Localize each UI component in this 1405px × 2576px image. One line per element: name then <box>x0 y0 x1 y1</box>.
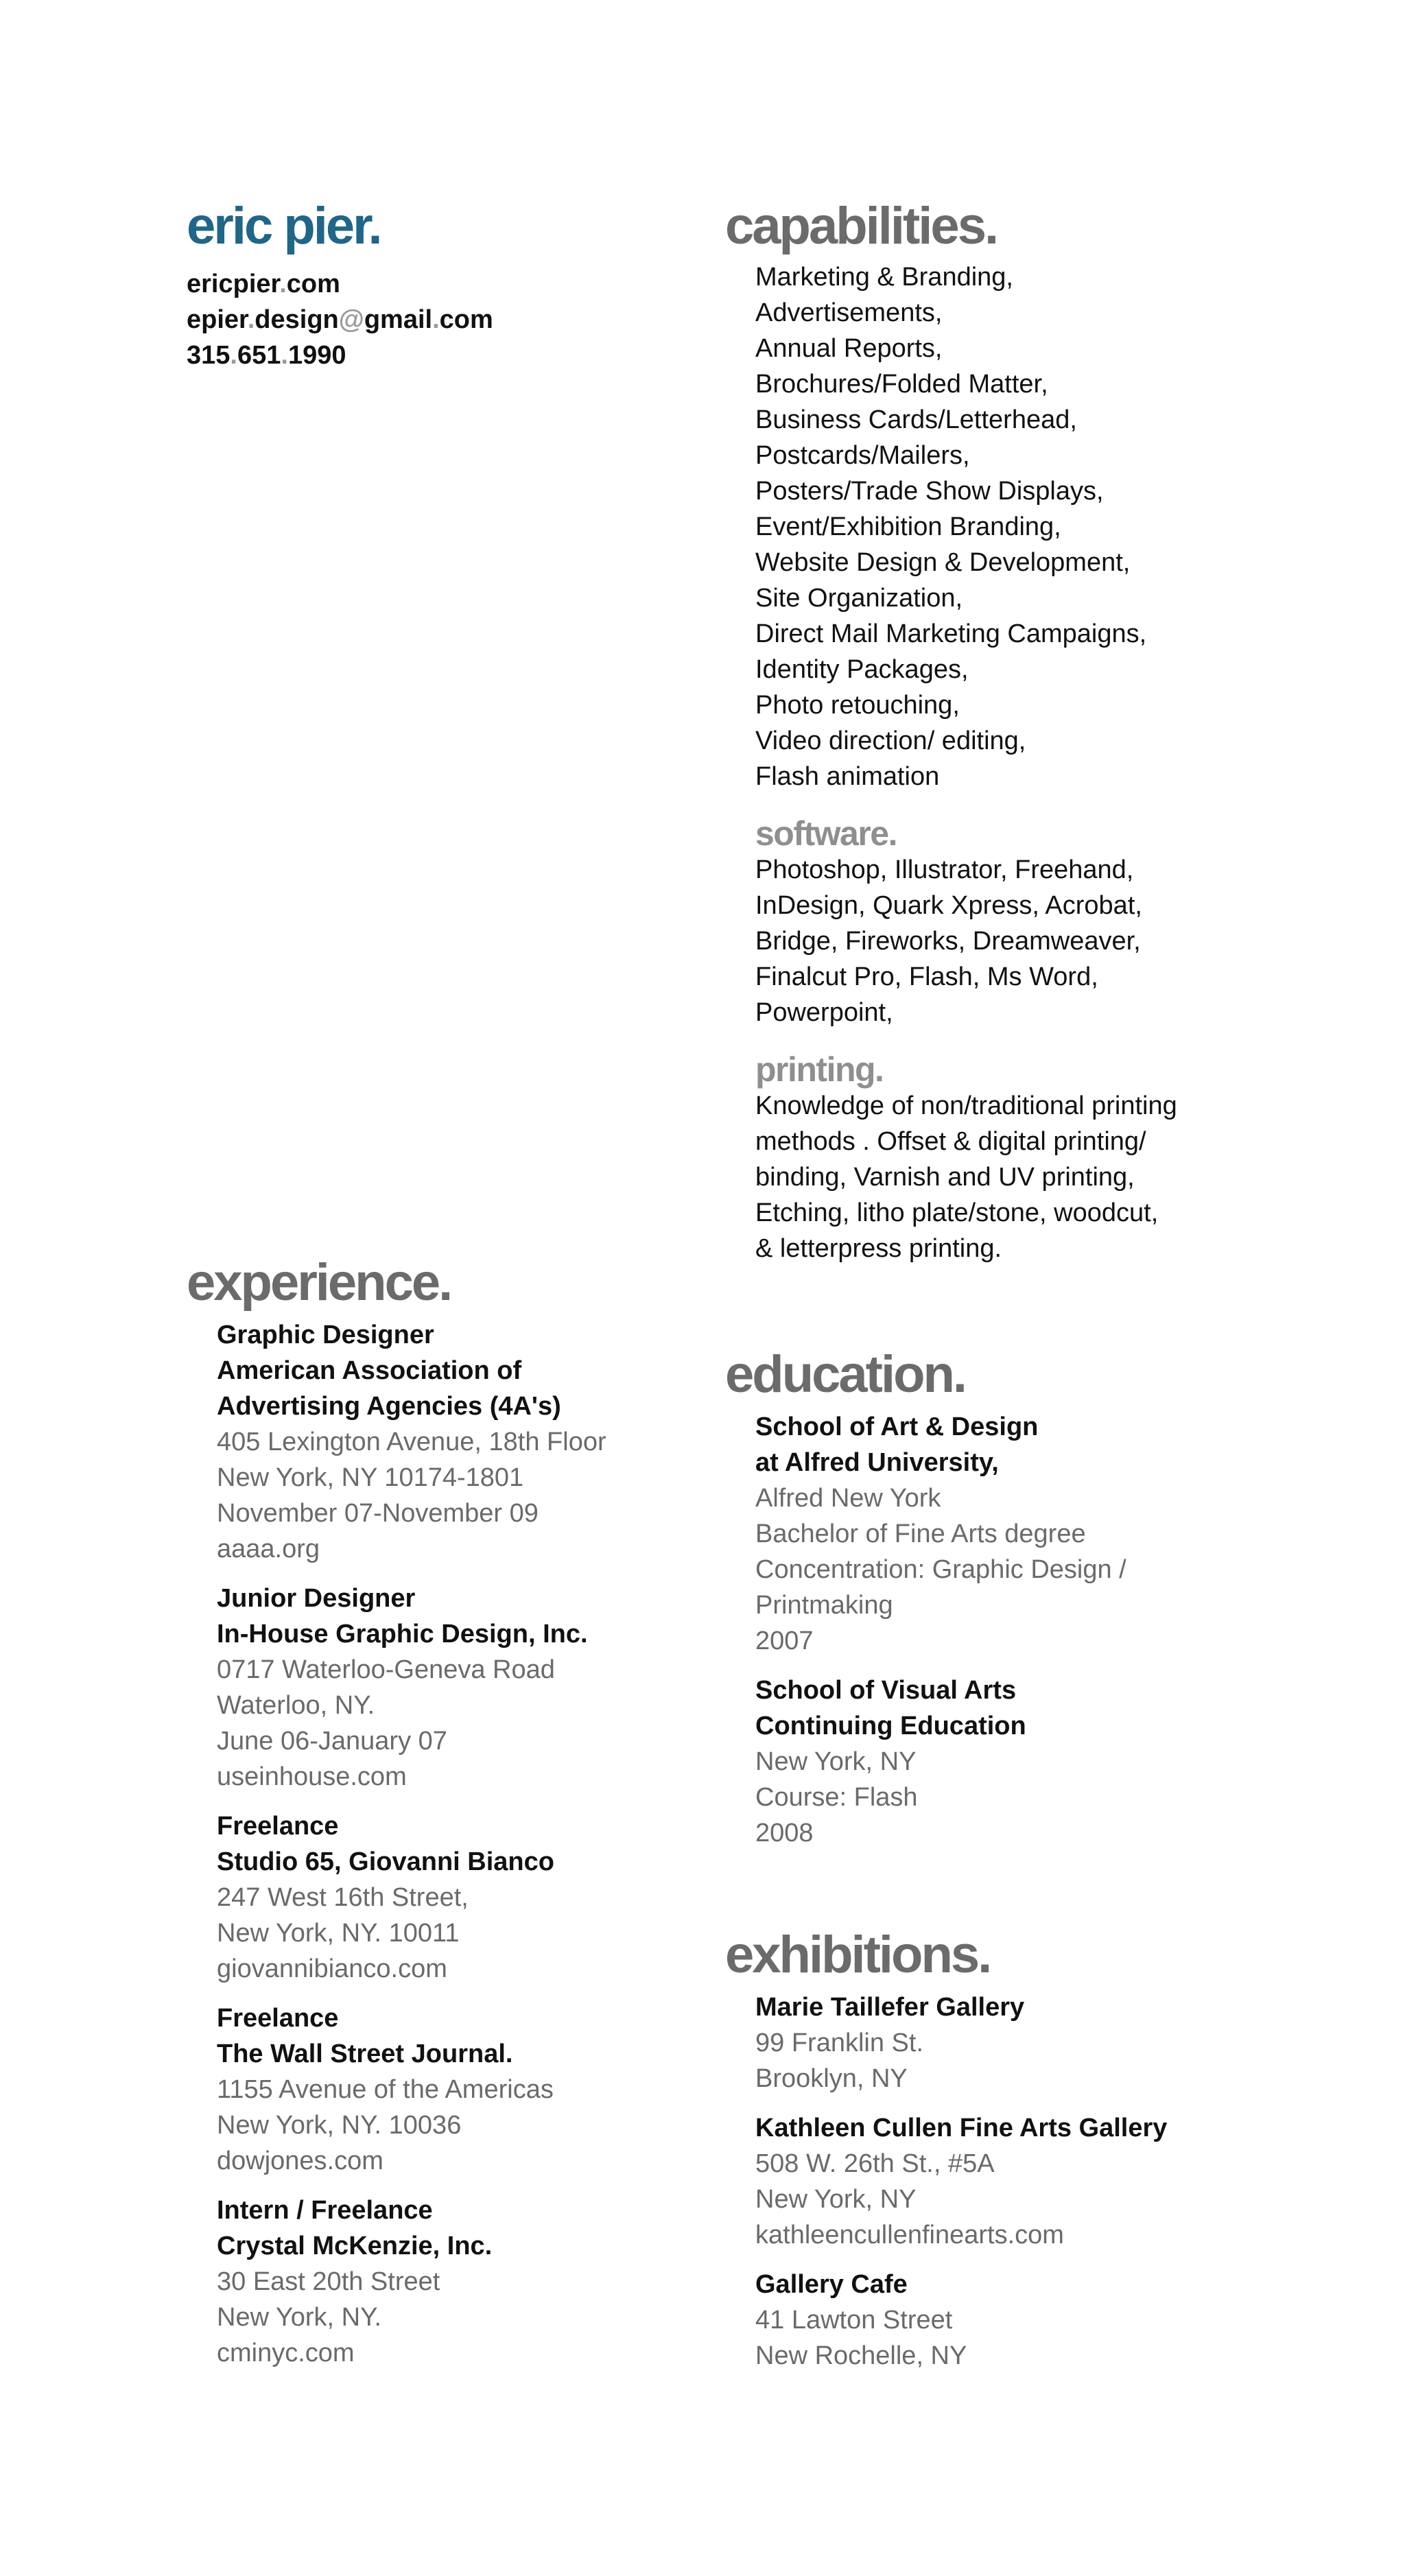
exhibitions-heading: exhibitions. <box>725 1926 991 1984</box>
name-heading: eric pier. <box>187 197 381 255</box>
entry-detail: Brooklyn, NY <box>755 2064 908 2093</box>
email-link[interactable]: epier.design@gmail.com <box>187 305 493 334</box>
entry-detail: 405 Lexington Avenue, 18th Floor <box>217 1428 606 1456</box>
entry-title: Marie Taillefer Gallery <box>755 1993 1025 2022</box>
entry-detail: Printmaking <box>755 1591 893 1620</box>
entry-detail: 30 East 20th Street <box>217 2267 440 2296</box>
education-entry <box>755 1673 1126 1851</box>
capability-item: Flash animation <box>755 762 940 791</box>
capabilities-heading: capabilities. <box>725 197 997 255</box>
entry-title: Junior Designer <box>217 1584 416 1613</box>
entry-detail: New Rochelle, NY <box>755 2341 967 2370</box>
education-entry <box>755 1409 1126 1659</box>
phone-number: 315.651.1990 <box>187 341 346 370</box>
entry-detail: June 06-January 07 <box>217 1727 447 1756</box>
website-link[interactable]: ericpier.com <box>187 270 340 298</box>
software-line: InDesign, Quark Xpress, Acrobat, <box>755 891 1142 920</box>
capabilities-list <box>755 259 1177 794</box>
software-line: Bridge, Fireworks, Dreamweaver, <box>755 927 1141 956</box>
entry-detail: New York, NY. 10011 <box>217 1919 460 1948</box>
capability-item: Posters/Trade Show Displays, <box>755 477 1104 506</box>
entry-title: School of Visual Arts <box>755 1676 1017 1705</box>
printing-heading: printing. <box>755 1050 884 1089</box>
entry-detail: New York, NY 10174-1801 <box>217 1463 524 1492</box>
entry-detail: Alfred New York <box>755 1484 941 1513</box>
entry-detail: 99 Franklin St. <box>755 2029 923 2057</box>
software-line: Finalcut Pro, Flash, Ms Word, <box>755 962 1098 991</box>
entry-detail: New York, NY <box>755 1747 917 1776</box>
entry-title: Crystal McKenzie, Inc. <box>217 2232 493 2260</box>
experience-entry <box>217 1317 606 1567</box>
capability-item: Site Organization, <box>755 584 963 613</box>
capability-item: Identity Packages, <box>755 655 969 684</box>
entry-detail: New York, NY. 10036 <box>217 2111 462 2140</box>
printing-section <box>755 1051 1177 1266</box>
entry-website[interactable]: cminyc.com <box>217 2339 355 2367</box>
capability-item: Business Cards/Letterhead, <box>755 405 1077 434</box>
capability-item: Direct Mail Marketing Campaigns, <box>755 619 1147 648</box>
entry-website[interactable]: dowjones.com <box>217 2147 383 2175</box>
entry-title: School of Art & Design <box>755 1413 1039 1441</box>
exhibitions-section <box>725 1926 1168 2387</box>
entry-website[interactable]: aaaa.org <box>217 1535 320 1563</box>
experience-entry <box>217 1808 606 1987</box>
exhibition-entry <box>755 1989 1167 2096</box>
exhibition-entry <box>755 2110 1167 2253</box>
capability-item: Website Design & Development, <box>755 548 1131 577</box>
entry-detail: 508 W. 26th St., #5A <box>755 2149 995 2178</box>
education-section <box>725 1345 1126 1865</box>
entry-detail: New York, NY. <box>217 2303 382 2332</box>
capability-item: Brochures/Folded Matter, <box>755 370 1048 399</box>
experience-entry <box>217 1581 606 1795</box>
entry-title: Intern / Freelance <box>217 2196 433 2225</box>
software-heading: software. <box>755 814 897 853</box>
capability-item: Postcards/Mailers, <box>755 441 970 470</box>
software-section <box>755 815 1177 1030</box>
software-line: Powerpoint, <box>755 998 893 1027</box>
entry-detail: 41 Lawton Street <box>755 2306 953 2335</box>
entry-title: Advertising Agencies (4A's) <box>217 1392 561 1421</box>
entry-detail: 247 West 16th Street, <box>217 1883 469 1912</box>
printing-line: binding, Varnish and UV printing, <box>755 1163 1135 1192</box>
printing-line: & letterpress printing. <box>755 1234 1002 1263</box>
entry-title: Kathleen Cullen Fine Arts Gallery <box>755 2114 1168 2142</box>
entry-detail: New York, NY <box>755 2185 917 2214</box>
exhibition-entry <box>755 2267 1167 2374</box>
entry-website[interactable]: useinhouse.com <box>217 1762 407 1791</box>
entry-detail: Bachelor of Fine Arts degree <box>755 1520 1086 1548</box>
entry-title: Studio 65, Giovanni Bianco <box>217 1847 554 1876</box>
entry-detail: Waterloo, NY. <box>217 1691 375 1720</box>
capability-item: Annual Reports, <box>755 334 943 363</box>
entry-title: American Association of <box>217 1356 522 1385</box>
contact-info <box>187 266 493 373</box>
printing-line: Knowledge of non/traditional printing <box>755 1091 1177 1120</box>
entry-detail: Course: Flash <box>755 1783 918 1812</box>
entry-detail: 0717 Waterloo-Geneva Road <box>217 1655 555 1684</box>
entry-title: Freelance <box>217 2004 339 2033</box>
capability-item: Video direction/ editing, <box>755 726 1026 755</box>
capability-item: Advertisements, <box>755 298 943 327</box>
experience-entry <box>217 2000 606 2179</box>
printing-line: Etching, litho plate/stone, woodcut, <box>755 1198 1159 1227</box>
capabilities-section <box>725 197 1177 1266</box>
education-heading: education. <box>725 1345 966 1404</box>
entry-detail: 2007 <box>755 1627 814 1655</box>
software-line: Photoshop, Illustrator, Freehand, <box>755 855 1134 884</box>
entry-website[interactable]: giovannibianco.com <box>217 1954 447 1983</box>
entry-title: Graphic Designer <box>217 1321 434 1349</box>
entry-detail: 2008 <box>755 1819 814 1847</box>
entry-title: Continuing Education <box>755 1712 1026 1740</box>
contact-section <box>187 197 493 373</box>
printing-line: methods . Offset & digital printing/ <box>755 1127 1146 1156</box>
entry-title: at Alfred University, <box>755 1448 999 1477</box>
entry-detail: 1155 Avenue of the Americas <box>217 2075 554 2104</box>
entry-detail: Concentration: Graphic Design / <box>755 1555 1126 1584</box>
experience-entry <box>217 2193 606 2371</box>
entry-title: Freelance <box>217 1812 339 1841</box>
capability-item: Event/Exhibition Branding, <box>755 512 1061 541</box>
entry-detail: November 07-November 09 <box>217 1499 539 1528</box>
experience-heading: experience. <box>187 1253 451 1312</box>
entry-title: Gallery Cafe <box>755 2270 908 2299</box>
entry-title: In-House Graphic Design, Inc. <box>217 1620 588 1649</box>
entry-title: The Wall Street Journal. <box>217 2040 513 2068</box>
capability-item: Marketing & Branding, <box>755 263 1013 292</box>
capability-item: Photo retouching, <box>755 691 960 720</box>
experience-section <box>187 1253 606 2385</box>
entry-website[interactable]: kathleencullenfinearts.com <box>755 2221 1064 2249</box>
